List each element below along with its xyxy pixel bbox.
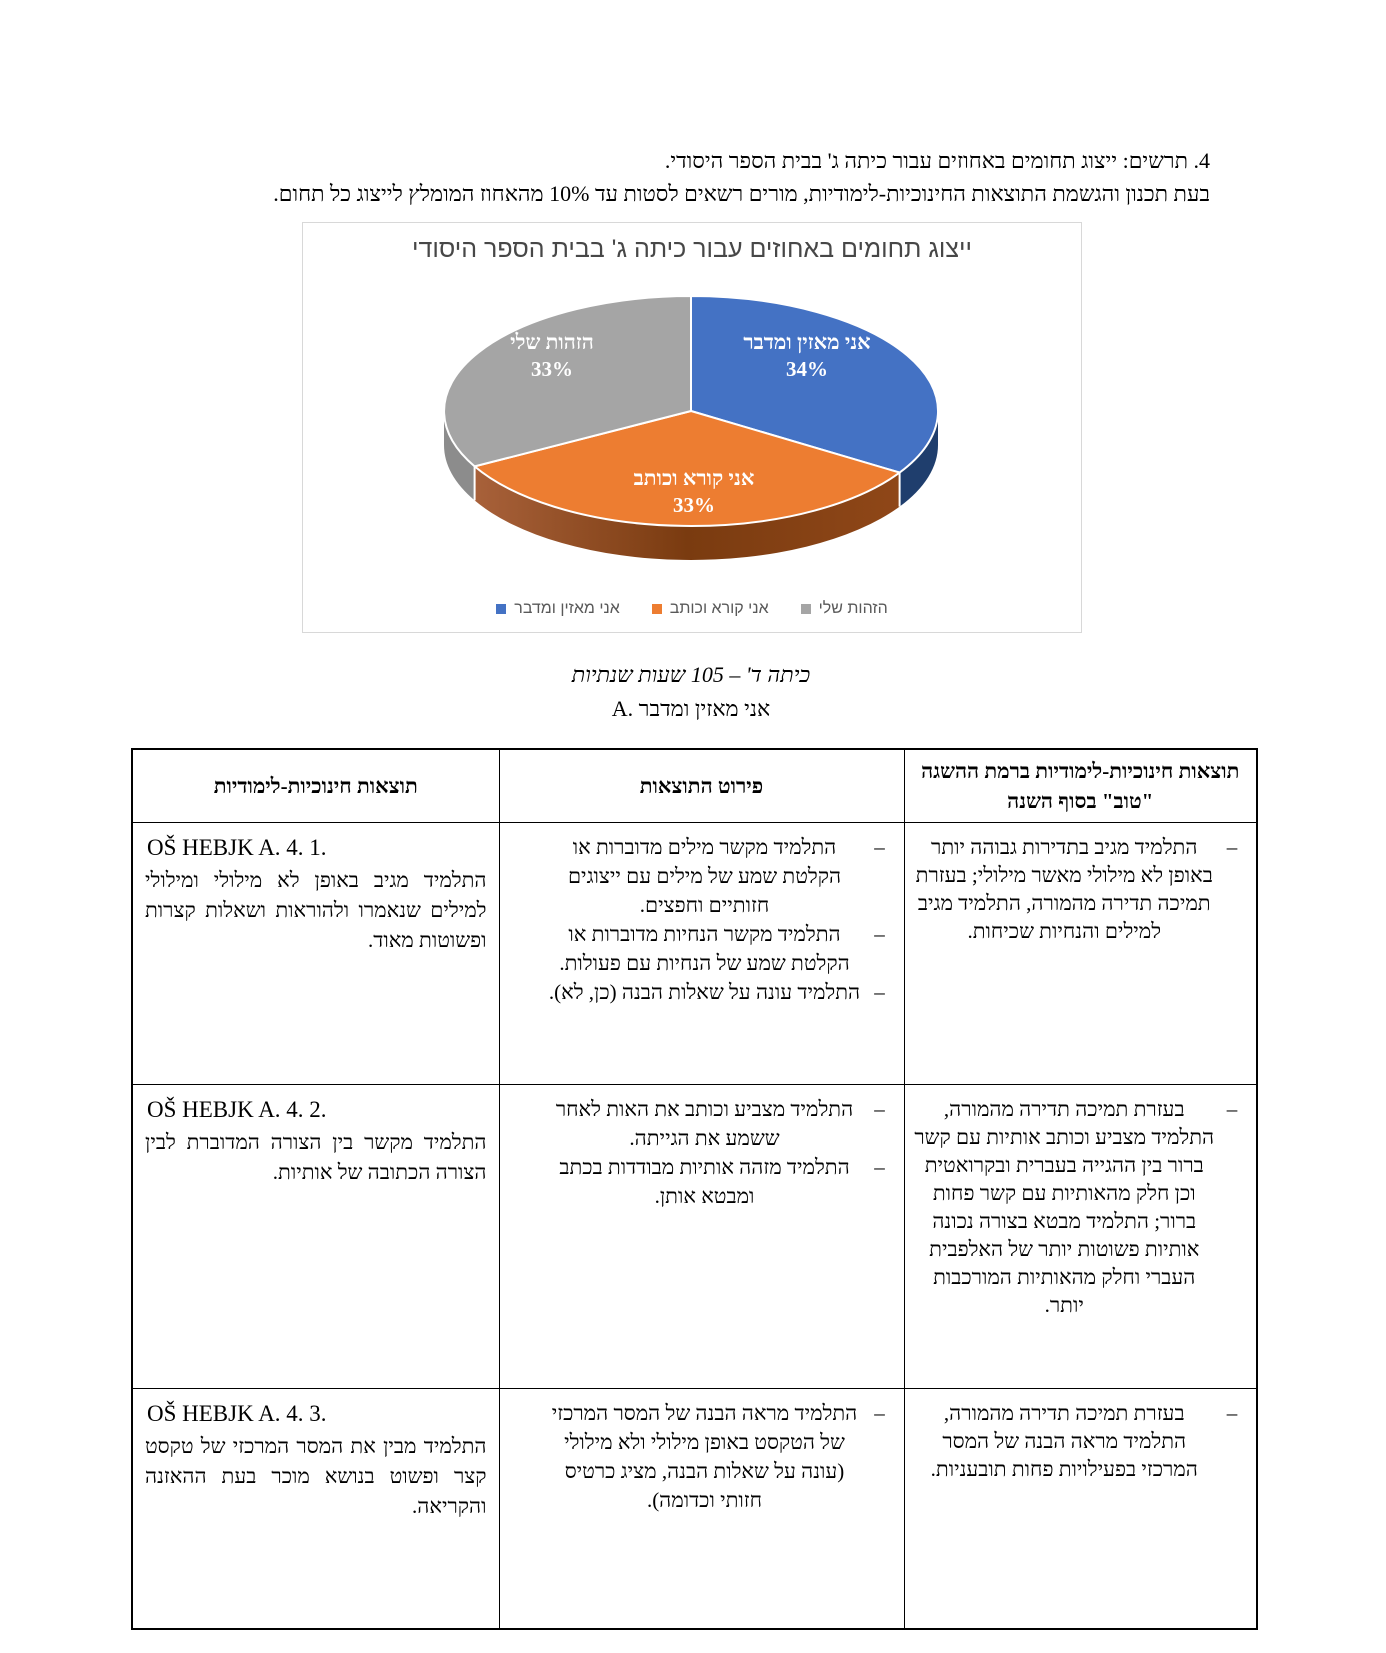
dash-marker: – <box>874 1155 885 1179</box>
figure-note-line: בעת תכנון והגשמת התוצאות החינוכיות-לימודיות, מורים רשאים לסטות עד 10% מהאחוז המומלץ לייצוג כל תחום. <box>273 181 1210 206</box>
detail-text: התלמיד מקשר מילים מדוברות או הקלטת שמע של מילים עם ייצוגים חזותיים וחפצים. <box>567 835 842 917</box>
section-caption: A. אני מאזין ומדבר <box>611 696 771 721</box>
outcome-code: OŠ HEBJK A. 4. 1. <box>147 835 327 860</box>
header-outcomes-level: תוצאות חינוכיות-לימודיות ברמת ההשגה "טוב" בסוף השנה <box>904 749 1257 823</box>
legend-swatch-gray-icon <box>801 604 811 614</box>
table-header-row <box>132 749 1257 823</box>
dash-marker: – <box>874 980 885 1004</box>
cell-level-1 <box>904 823 1257 1085</box>
bullet-item <box>508 920 896 978</box>
legend-item-reading-writing <box>652 600 769 618</box>
dash-marker: – <box>1226 1097 1238 1121</box>
dash-marker: – <box>874 922 885 946</box>
slice-label-pct: 34% <box>785 357 828 381</box>
outcome-code: OŠ HEBJK A. 4. 3. <box>147 1401 327 1426</box>
bullet-item <box>913 833 1249 945</box>
chart-legend <box>303 600 1081 618</box>
detail-text: התלמיד מזהה אותיות מבודדות בכתב ומבטא אותן. <box>559 1155 850 1208</box>
legend-swatch-blue-icon <box>496 604 506 614</box>
dash-marker: – <box>1226 1401 1238 1425</box>
slice-label-my-identity <box>510 329 594 383</box>
table-row <box>132 1389 1257 1629</box>
slice-label-listening-speaking <box>743 329 870 383</box>
header-details: פירוט התוצאות <box>499 749 904 823</box>
dash-marker: – <box>1226 835 1238 859</box>
dash-marker: – <box>874 1401 885 1425</box>
chart-frame <box>302 222 1082 633</box>
slice-label-pct: 33% <box>531 357 573 381</box>
cell-details-1 <box>499 823 904 1085</box>
detail-text: התלמיד מראה הבנה של המסר המרכזי של הטקסט באופן מילולי ולא מילולי (עונה על שאלות הבנה, מציג כרטיס חזותי וכדומה). <box>551 1401 858 1512</box>
slice-label-text: אני מאזין ומדבר <box>743 330 871 354</box>
cell-details-3 <box>499 1389 904 1629</box>
legend-item-my-identity <box>801 600 888 618</box>
intro-paragraph <box>170 144 1210 210</box>
dash-marker: – <box>874 1097 885 1121</box>
legend-item-listening-speaking <box>496 600 620 618</box>
cell-outcome-2 <box>132 1085 499 1389</box>
cell-level-3 <box>904 1389 1257 1629</box>
grade-hours-caption: כיתה ד' – 105 שעות שנתיות <box>571 662 811 687</box>
bullet-item <box>913 1095 1249 1319</box>
dash-marker: – <box>874 835 885 859</box>
legend-label: הזהות שלי <box>818 600 888 617</box>
legend-label: אני מאזין ומדבר <box>514 600 620 617</box>
outcome-text: התלמיד מקשר בין הצורה המדוברת לבין הצורה הכתובה של אותיות. <box>145 1130 487 1184</box>
slice-label-pct: 33% <box>672 493 715 517</box>
cell-outcome-1 <box>132 823 499 1085</box>
chart-title: ייצוג תחומים באחוזים עבור כיתה ג' בבית הספר היסודי <box>412 235 972 263</box>
legend-swatch-orange-icon <box>652 604 662 614</box>
pie-chart <box>303 223 1081 632</box>
detail-text: התלמיד עונה על שאלות הבנה (כן, לא). <box>548 980 861 1004</box>
outcomes-table <box>131 748 1258 1630</box>
detail-text: התלמיד מקשר הנחיות מדוברות או הקלטת שמע של הנחיות עם פעולות. <box>559 922 850 975</box>
bullet-item <box>508 978 896 1007</box>
header-outcomes: תוצאות חינוכיות-לימודיות <box>132 749 499 823</box>
cell-details-2 <box>499 1085 904 1389</box>
cell-outcome-3 <box>132 1389 499 1629</box>
slice-label-reading-writing <box>634 465 755 519</box>
level-text: בעזרת תמיכה תדירה מהמורה, התלמיד מראה הבנה של המסר המרכזי בפעילויות פחות תובעניות. <box>930 1401 1198 1481</box>
figure-caption-line: 4. תרשים: ייצוג תחומים באחוזים עבור כיתה ג' בבית הספר היסודי. <box>664 148 1210 173</box>
detail-text: התלמיד מצביע וכותב את האות לאחר ששמע את הגייתה. <box>555 1097 854 1150</box>
bullet-item <box>913 1399 1249 1483</box>
table-row <box>132 823 1257 1085</box>
slice-label-text: הזהות שלי <box>510 330 594 354</box>
bullet-item <box>508 1153 896 1211</box>
level-text: בעזרת תמיכה תדירה מהמורה, התלמיד מצביע וכותב אותיות עם קשר ברור בין ההגייה בעברית ובקרואטית וכן חלק מהאותיות עם קשר פחות ברור; התלמיד מבטא בצורה נכונה אותיות פשוטות יותר של האלפבית העברי וחלק מהאותיות המורכבות יותר. <box>914 1097 1215 1317</box>
bullet-item <box>508 1095 896 1153</box>
outcome-text: התלמיד מגיב באופן לא מילולי ומילולי למילים שנאמרו ולהוראות ושאלות קצרות ופשוטות מאוד. <box>145 868 487 952</box>
bullet-item <box>508 833 896 920</box>
legend-label: אני קורא וכותב <box>669 600 769 617</box>
outcome-text: התלמיד מבין את המסר המרכזי של טקסט קצר ופשוט בנושא מוכר בעת ההאזנה והקריאה. <box>145 1434 487 1518</box>
cell-level-2 <box>904 1085 1257 1389</box>
outcome-code: OŠ HEBJK A. 4. 2. <box>147 1097 327 1122</box>
level-text: התלמיד מגיב בתדירות גבוהה יותר באופן לא מילולי מאשר מילולי; בעזרת תמיכה תדירה מהמורה, התלמיד מגיב למילים והנחיות שכיחות. <box>915 835 1213 943</box>
slice-label-text: אני קורא וכותב <box>633 466 755 490</box>
table-row <box>132 1085 1257 1389</box>
bullet-item <box>508 1399 896 1515</box>
